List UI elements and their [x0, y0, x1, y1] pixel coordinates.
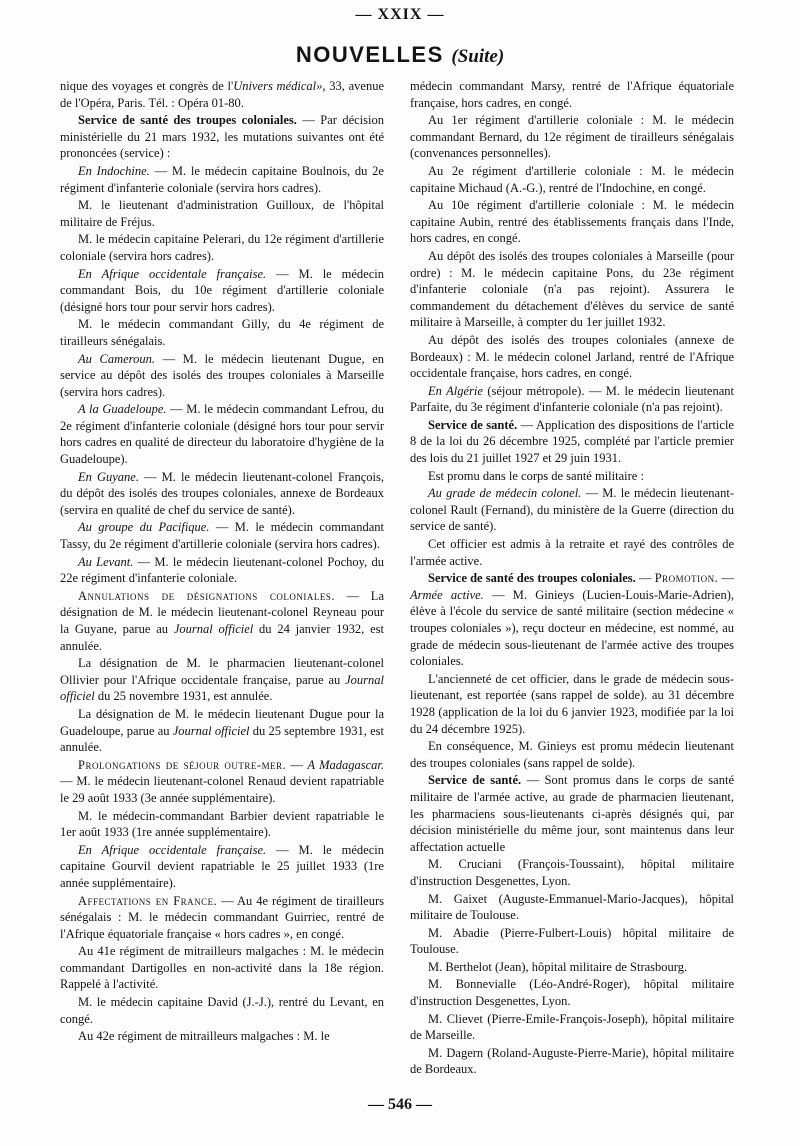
- section-title-main: NOUVELLES: [295, 42, 444, 67]
- text-run: En Indochine.: [78, 163, 150, 178]
- paragraph: [410, 1045, 734, 1078]
- paragraph: [60, 316, 384, 349]
- paragraph: [410, 468, 734, 485]
- text-run: — Par décision ministérielle du 21 mars 1932, les mutations suivantes ont été prononcées (service) :: [60, 113, 384, 161]
- text-run: — Application des dispositions de l'article 8 de la loi du 26 décembre 1925, complété par l'article premier des lois du 21 juillet 1927 et 29 juin 1931.: [410, 417, 734, 466]
- text-run: En Afrique occidentale française.: [78, 266, 267, 281]
- text-run: En conséquence, M. Ginieys est promu médecin lieutenant des troupes coloniales (sans rappel de solde).: [410, 739, 734, 770]
- text-run: — Sont promus dans le corps de santé militaire de l'armée active, au grade de pharmacien lieutenant, les pharmaciens sous-lieutenants ci-après désignés qui, par décision ministérielle du même jour, sont maintenus dans leur affectation actuelle: [410, 773, 734, 854]
- text-run: Au groupe du Pacifique.: [78, 520, 210, 535]
- paragraph: [410, 856, 734, 889]
- text-run: du 25 novembre 1931, est annulée.: [94, 689, 273, 704]
- text-run: Promotion.: [654, 571, 719, 586]
- text-run: Service de santé des troupes coloniales.: [428, 571, 636, 586]
- text-run: —: [718, 571, 735, 586]
- text-run: Annulations de désignations coloniales.: [78, 588, 336, 603]
- paragraph: [60, 197, 384, 230]
- text-run: Au 10e régiment d'artillerie coloniale : M. le médecin capitaine Aubin, rentré des établissements français dans l'Inde, hors cadres, en congé.: [410, 198, 734, 246]
- paragraph: [60, 554, 384, 587]
- text-run: M. Bonnevialle (Léo-André-Roger), hôpital militaire d'instruction Desgenettes, Lyon.: [410, 977, 734, 1009]
- text-run: — M. le médecin lieutenant-colonel Rault (Fernand), du ministère de la Guerre (direction du service de santé).: [410, 486, 734, 534]
- paragraph: [410, 248, 734, 331]
- paragraph: [60, 893, 384, 943]
- left-text-column: [60, 78, 384, 1046]
- roman-page-marker: — XXIX —: [355, 6, 445, 23]
- paragraph: [410, 332, 734, 382]
- paragraph: [60, 231, 384, 264]
- paragraph: [60, 78, 384, 111]
- text-run: — M. le médecin lieutenant-colonel François, du dépôt des isolés des troupes coloniales, annexe de Bordeaux (servira en qualité de chef du service de santé).: [60, 469, 384, 517]
- text-run: — M. le médecin commandant Lefrou, du 2e régiment d'infanterie coloniale (désigné hors tour pour servir hors cadres en qualité de directeur du laboratoire d'hygiène de la Guadeloupe).: [60, 402, 384, 467]
- paragraph: [410, 925, 734, 958]
- section-title: [0, 42, 800, 68]
- paragraph: [410, 383, 734, 416]
- text-run: A la Guadeloupe.: [78, 402, 167, 417]
- paragraph: [410, 772, 734, 855]
- text-run: — M. le médecin commandant Tassy, du 2e régiment d'artillerie coloniale (servira hors cadres).: [60, 520, 384, 552]
- text-run: M. le lieutenant d'administration Guilloux, de l'hôpital militaire de Fréjus.: [60, 198, 384, 229]
- paragraph: [410, 78, 734, 111]
- paragraph: [410, 959, 734, 976]
- text-run: Journal officiel: [60, 672, 384, 704]
- text-run: Au dépôt des isolés des troupes coloniales à Marseille (pour ordre) : M. le médecin capitaine Pons, du 23e régiment d'infanterie coloniale (n'a pas rejoint). Assurera le commandement du détachement d'élèves du service de santé militaire à Marseille, à compter du 1er juillet 1932.: [410, 248, 734, 330]
- text-run: M. Clievet (Pierre-Emile-François-Joseph), hôpital militaire de Marseille.: [410, 1011, 734, 1043]
- text-run: Au 42e régiment de mitrailleurs malgaches : M. le: [78, 1029, 330, 1044]
- text-run: Cet officier est admis à la retraite et rayé des contrôles de l'armée active.: [410, 537, 734, 568]
- text-run: Au Levant.: [78, 554, 134, 569]
- paragraph: [60, 401, 384, 467]
- text-run: Affectations en France.: [78, 893, 218, 908]
- paragraph: [410, 536, 734, 569]
- text-run: M. le médecin capitaine David (J.-J.), rentré du Levant, en congé.: [60, 995, 384, 1026]
- text-run: Service de santé.: [428, 417, 518, 432]
- paragraph: [410, 671, 734, 737]
- text-run: — M. le médecin capitaine Boulnois, du 2e régiment d'infanterie coloniale (servira hors cadres).: [60, 163, 384, 195]
- paragraph: [410, 112, 734, 162]
- text-run: La désignation de M. le médecin lieutenant Dugue pour la Guadeloupe, parue au: [60, 706, 384, 738]
- text-run: M. Cruciani (François-Toussaint), hôpital militaire d'instruction Desgenettes, Lyon.: [410, 857, 734, 888]
- text-run: Au 41e régiment de mitrailleurs malgaches : M. le médecin commandant Dartigolles en non-activité dans la 18e région. Rappelé à l'activité.: [60, 944, 384, 992]
- text-run: — M. le médecin commandant Bois, du 10e régiment d'artillerie coloniale (désigné hors tour pour servir hors cadres).: [60, 266, 384, 314]
- paragraph: [410, 891, 734, 924]
- text-run: M. Berthelot (Jean), hôpital militaire de Strasbourg.: [428, 959, 688, 974]
- paragraph: [60, 808, 384, 841]
- text-run: M. le médecin-commandant Barbier devient rapatriable le 1er août 1933 (1re année supplémentaire).: [60, 808, 384, 840]
- section-title-subtitle: (Suite): [451, 46, 505, 67]
- text-run: — M. le médecin lieutenant-colonel Renaud devient rapatriable le 29 août 1933 (3e année supplémentaire).: [60, 774, 384, 805]
- page-number: — 546 —: [368, 1096, 432, 1113]
- paragraph: [410, 485, 734, 535]
- paragraph: [60, 266, 384, 316]
- text-run: Armée active.: [410, 587, 484, 602]
- right-text-column: [410, 78, 734, 1079]
- text-run: , 33, avenue de l'Opéra, Paris. Tél. : Opéra 01-80.: [60, 79, 384, 110]
- paragraph: [60, 842, 384, 892]
- text-run: Univers médical»: [233, 79, 323, 93]
- text-run: —: [286, 757, 308, 772]
- text-run: Au 1er régiment d'artillerie coloniale : M. le médecin commandant Bernard, du 12e régiment de tirailleurs sénégalais (convenances personnelles).: [410, 113, 734, 161]
- paragraph: [60, 1028, 384, 1045]
- text-run: —: [635, 571, 655, 586]
- paragraph: [60, 943, 384, 993]
- text-run: du 24 janvier 1932, est annulée.: [60, 622, 384, 653]
- paragraph: [410, 976, 734, 1009]
- paragraph: [60, 469, 384, 519]
- text-run: Au Cameroun.: [78, 351, 155, 366]
- text-run: En Algérie: [428, 383, 483, 398]
- text-run: Prolongations de séjour outre-mer.: [78, 757, 287, 772]
- text-run: — La désignation de M. le médecin lieutenant-colonel Reyneau pour la Guyane, parue au: [60, 588, 384, 636]
- text-run: Journal officiel: [172, 723, 250, 738]
- text-run: — M. le médecin capitaine Gourvil devient rapatriable le 25 juillet 1933 (1re année supplémentaire).: [60, 842, 384, 890]
- text-run: M. Abadie (Pierre-Fulbert-Louis) hôpital militaire de Toulouse.: [410, 925, 734, 957]
- paragraph: [410, 417, 734, 467]
- paragraph: [410, 570, 734, 670]
- text-run: Journal officiel: [173, 622, 254, 636]
- text-run: Au grade de médecin colonel.: [428, 486, 582, 501]
- text-run: M. le médecin capitaine Pelerari, du 12e régiment d'artillerie coloniale (servira hors cadres).: [60, 232, 384, 263]
- text-run: — M. le médecin lieutenant-colonel Pochoy, du 22e régiment d'infanterie coloniale.: [60, 554, 384, 586]
- text-run: Au 2e régiment d'artillerie coloniale : M. le médecin capitaine Michaud (A.-G.), rentré de l'Indochine, en congé.: [410, 163, 734, 195]
- text-run: — M. le médecin lieutenant Dugue, en service au dépôt des isolés des troupes coloniales à Marseille (servira hors cadres).: [60, 351, 384, 399]
- text-run: A Madagascar.: [307, 757, 385, 772]
- text-run: — Au 4e régiment de tirailleurs sénégalais : M. le médecin commandant Guirriec, rentré de l'Afrique équatoriale française « hors cadres », en congé.: [60, 893, 384, 941]
- text-run: Est promu dans le corps de santé militaire :: [428, 468, 644, 483]
- text-run: Service de santé.: [428, 773, 522, 788]
- text-run: Au dépôt des isolés des troupes coloniales (annexe de Bordeaux) : M. le médecin colonel Jarland, rentré de l'Afrique occidentale française, hors cadres, en congé.: [410, 332, 734, 381]
- text-run: du 25 septembre 1931, est annulée.: [60, 723, 384, 755]
- text-run: L'ancienneté de cet officier, dans le grade de médecin sous-lieutenant, est reportée (sans rappel de solde). au 31 décembre 1928 (application de la loi du 6 janvier 1923, modifiée par la loi du 24 décembre 1925).: [410, 671, 734, 736]
- paragraph: [60, 519, 384, 552]
- paragraph: [60, 706, 384, 756]
- paragraph: [60, 163, 384, 196]
- paragraph: [60, 351, 384, 401]
- text-run: M. Gaixet (Auguste-Emmanuel-Mario-Jacques), hôpital militaire de Toulouse.: [410, 891, 734, 923]
- paragraph: [410, 197, 734, 247]
- paragraph: [410, 1011, 734, 1044]
- paragraph: [60, 112, 384, 162]
- text-run: nique des voyages et congrès de l': [60, 79, 234, 93]
- paragraph: [60, 757, 384, 807]
- paragraph: [60, 588, 384, 654]
- paragraph: [410, 163, 734, 196]
- paragraph: [410, 738, 734, 771]
- text-run: — M. Ginieys (Lucien-Louis-Marie-Adrien), élève à l'école du service de santé militaire (section médecine « troupes coloniales »), reçu docteur en médecine, est nommé, au grade de médecin sous-lieutenant de l'armée active des troupes coloniales.: [410, 587, 734, 669]
- paragraph: [60, 994, 384, 1027]
- text-run: En Afrique occidentale française.: [78, 842, 267, 857]
- text-run: M. Dagern (Roland-Auguste-Pierre-Marie), hôpital militaire de Bordeaux.: [410, 1045, 734, 1077]
- text-run: Service de santé des troupes coloniales.: [78, 113, 297, 128]
- text-run: médecin commandant Marsy, rentré de l'Afrique équatoriale française, hors cadres, en congé.: [410, 79, 734, 110]
- paragraph: [60, 655, 384, 705]
- text-run: (séjour métropole). — M. le médecin lieutenant Parfaite, du 3e régiment d'infanterie coloniale (n'a pas rejoint).: [410, 383, 735, 415]
- text-run: M. le médecin commandant Gilly, du 4e régiment de tirailleurs sénégalais.: [60, 317, 384, 348]
- text-run: La désignation de M. le pharmacien lieutenant-colonel Ollivier pour l'Afrique occidentale française, parue au: [60, 656, 384, 687]
- text-run: En Guyane.: [78, 469, 139, 484]
